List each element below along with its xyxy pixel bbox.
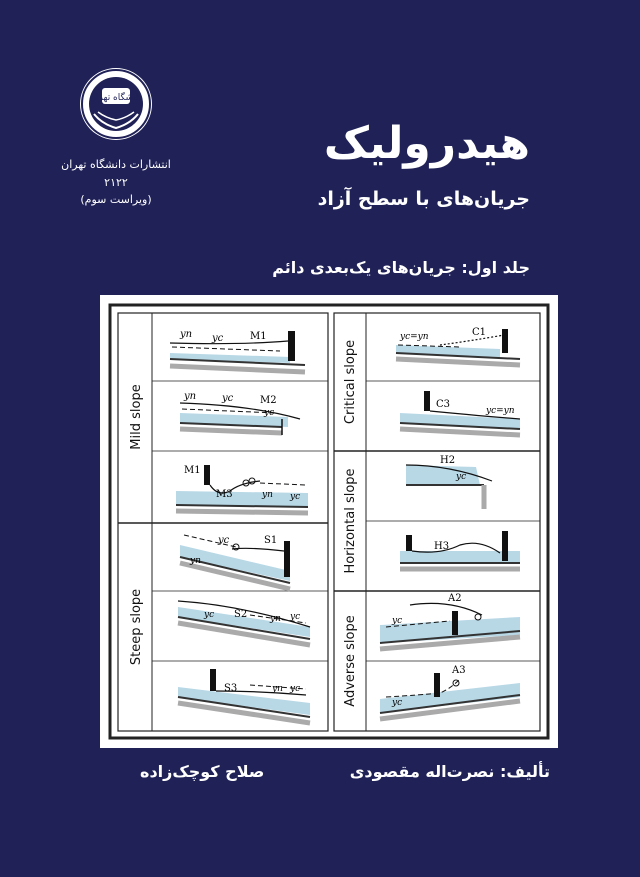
s2-label-yc2: yc <box>290 612 301 622</box>
c1-label-ycyn: yc=yn <box>400 332 429 342</box>
group-label-steep: Steep slope <box>129 588 144 666</box>
s3-profile-label: S3 <box>224 683 238 694</box>
seal-text: دانشگاه تهران <box>89 93 143 103</box>
m3-label-m1: M1 <box>184 465 201 476</box>
publisher-seal-logo <box>80 68 152 140</box>
group-label-adverse: Adverse slope <box>343 615 358 707</box>
author-primary: تألیف: نصرت‌اله مقصودی <box>349 762 550 781</box>
publisher-name: انتشارات دانشگاه تهران <box>61 158 171 171</box>
a3-label-yc: yc <box>392 698 403 708</box>
volume-title: جلد اول: جریان‌های یک‌بعدی دائم <box>272 258 530 277</box>
m3-label-yn: yn <box>262 490 273 500</box>
s1-profile-label: S1 <box>264 535 278 546</box>
m1-label-yn: yn <box>180 329 193 340</box>
publisher-number: ۲۱۲۲ <box>104 176 128 189</box>
s3-label-yc: yc <box>290 684 301 694</box>
h2-label-yc: yc <box>456 472 467 482</box>
m2-label-yc2: yc <box>264 408 275 418</box>
group-label-mild: Mild slope <box>129 384 144 450</box>
s2-label-yc: yc <box>204 610 215 620</box>
s3-label-yn: yn <box>272 684 283 694</box>
h2-profile-label: H2 <box>440 455 456 466</box>
seal-icon <box>80 68 152 140</box>
edition-label: (ویراست سوم) <box>80 193 152 206</box>
m2-label-yc: yc <box>222 393 234 404</box>
c3-profile-label: C3 <box>436 399 451 410</box>
m2-profile-label: M2 <box>260 395 277 406</box>
h3-profile-label: H3 <box>434 541 450 552</box>
flow-profiles-diagram <box>100 295 558 748</box>
m1-profile-label: M1 <box>250 331 267 342</box>
s1-label-yn: yn <box>190 556 201 566</box>
c1-profile-label: C1 <box>472 327 487 338</box>
c3-label-ycyn: yc=yn <box>486 406 515 416</box>
book-subtitle: جریان‌های با سطح آزاد <box>317 188 530 210</box>
m3-profile-label: M3 <box>216 489 233 500</box>
s1-label-yc: yc <box>218 535 230 546</box>
group-label-critical: Critical slope <box>343 339 358 425</box>
m1-label-yc: yc <box>212 333 224 344</box>
m2-label-yn: yn <box>184 391 197 402</box>
book-title: هیدرولیک <box>323 118 530 169</box>
s2-profile-label: S2 <box>234 609 248 620</box>
a2-label-yc: yc <box>392 616 403 626</box>
a2-profile-label: A2 <box>448 593 462 604</box>
group-label-horizontal: Horizontal slope <box>343 468 358 574</box>
m3-label-yc: yc <box>290 492 301 502</box>
flow-profiles-figure <box>100 295 558 748</box>
author-secondary: صلاح کوچک‌زاده <box>140 762 265 781</box>
a3-profile-label: A3 <box>452 665 466 676</box>
s2-label-yn: yn <box>270 614 281 624</box>
